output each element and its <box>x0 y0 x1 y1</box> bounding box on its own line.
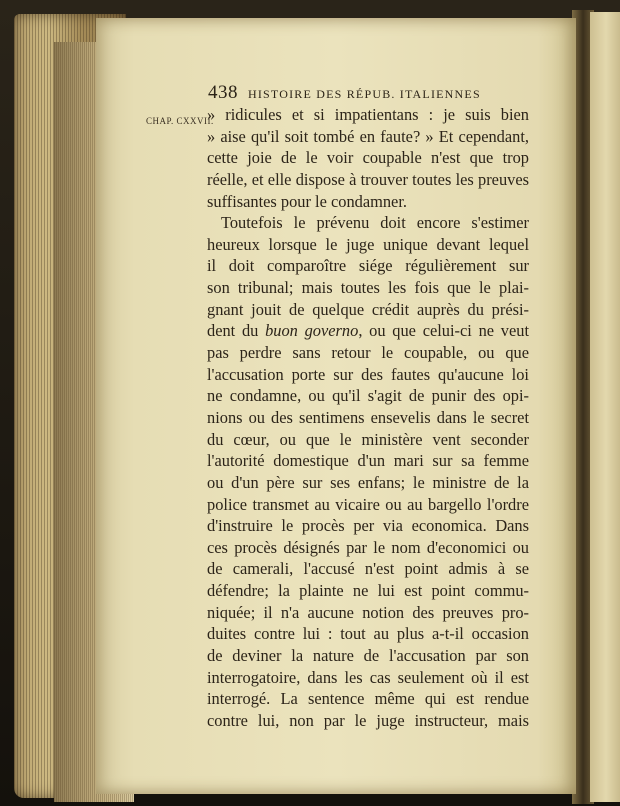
text-line: ne condamne, ou qu'il s'agit de punir des opi- <box>207 386 529 406</box>
text-line: interrogatoire, dans les cas seulement où il est <box>207 667 529 687</box>
text-line: nions ou des sentimens ensevelis dans le secret <box>207 407 529 427</box>
text-line: » ridicules et si impatientans : je suis bien <box>207 105 529 124</box>
text-line: duites contre lui : tout au plus a-t-il occasion <box>207 624 529 644</box>
text-line: heureux lorsque le juge unique devant lequel <box>207 234 529 254</box>
text-line: niquée; il n'a aucune notion des preuves pro- <box>207 602 529 622</box>
text-line: gnant jouit de quelque crédit auprès du prési- <box>207 299 529 319</box>
text-line: l'accusation porte sur des fautes qu'aucune loi <box>207 364 529 384</box>
facing-page <box>590 12 620 802</box>
text-line: police transmet au vicaire ou au bargello l'ordre <box>207 494 529 514</box>
text-line: suffisantes pour le condamner. <box>207 191 407 211</box>
text-line: de deviner la nature de l'accusation par son <box>207 646 529 666</box>
text-line: contre lui, non par le juge instructeur, mais <box>207 710 529 730</box>
text-line: défendre; la plainte ne lui est point commu- <box>207 581 529 601</box>
text-line: ou d'un père sur ses enfans; le ministre de la <box>207 472 529 492</box>
text-line: dent du buon governo, ou que celui-ci ne veut <box>207 321 529 341</box>
text-line: son tribunal; mais toutes les fois que le plai- <box>207 278 529 298</box>
page-number: 438 <box>208 82 238 103</box>
text-line: de camerali, l'accusé n'est point admis à se <box>207 559 529 579</box>
text-line: réelle, et elle dispose à trouver toutes les preuves <box>207 169 529 189</box>
text-line: pas perdre sans retour le coupable, ou que <box>207 343 529 363</box>
text-line: » aise qu'il soit tombé en faute? » Et cependant, <box>207 126 529 146</box>
running-title: HISTOIRE DES RÉPUB. ITALIENNES <box>248 87 481 101</box>
margin-note: CHAP. CXXVII. <box>146 116 214 126</box>
body-text <box>207 104 529 732</box>
text-line: cette joie de le voir coupable n'est que trop <box>207 148 529 168</box>
text-line: interrogé. La sentence même qui est rendue <box>207 689 529 709</box>
text-line: ces procès désignés par le nom d'economici ou <box>207 537 529 557</box>
text-line: Toutefois le prévenu doit encore s'estimer <box>221 213 529 233</box>
text-line: l'autorité domestique d'un mari sur sa femme <box>207 451 529 471</box>
text-line: il doit comparoître siége régulièrement sur <box>207 256 529 276</box>
text-line: d'instruire le procès per via economica. Dans <box>207 516 529 536</box>
page-header <box>208 82 518 104</box>
text-line: du cœur, ou que le ministère vent seconder <box>207 429 529 449</box>
